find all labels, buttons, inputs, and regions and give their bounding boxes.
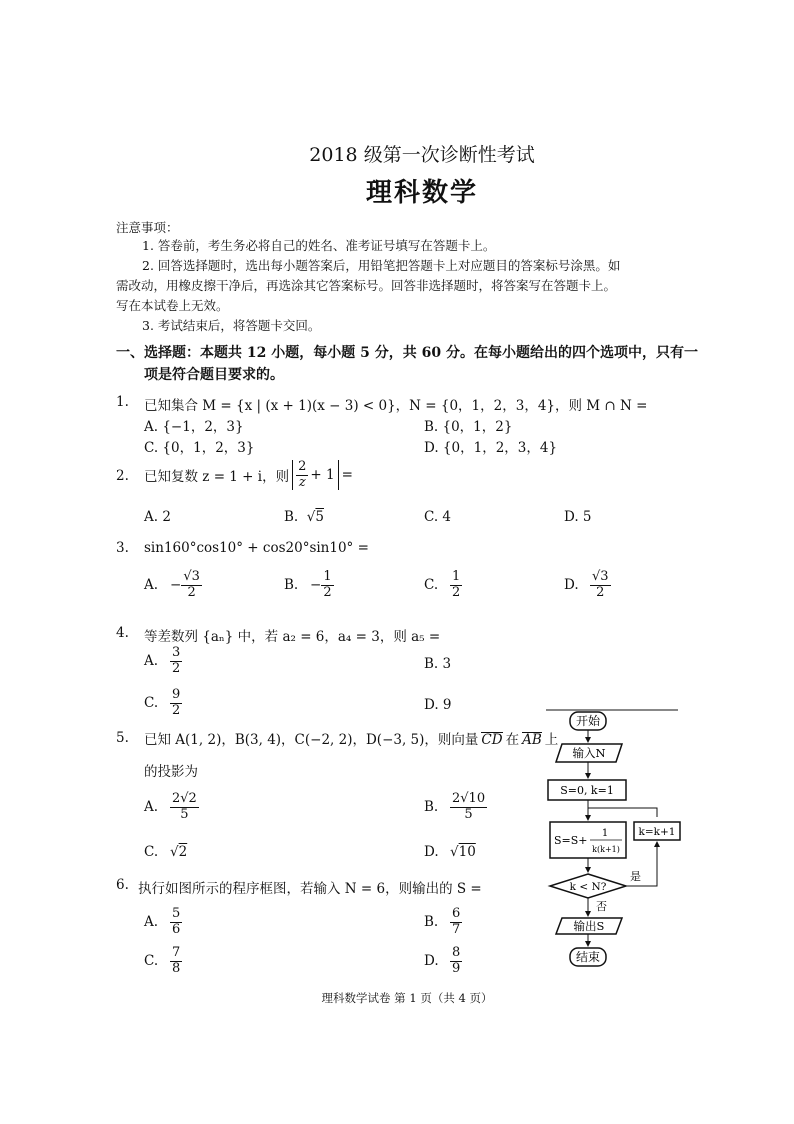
q5-stem-line-2: 的投影为: [144, 764, 198, 780]
q3-option-b: [284, 570, 334, 601]
q5-option-b-numerator: 2√10: [452, 791, 486, 806]
q3-option-b-numerator: 1: [323, 569, 332, 584]
q3-option-b-denominator: 2: [323, 584, 332, 600]
q4-option-d: D. 9: [424, 697, 452, 713]
q6-option-d-denominator: 9: [452, 960, 461, 976]
q4-number: 4.: [116, 625, 129, 641]
q5-vector-cd: CD: [481, 732, 503, 749]
q5-stem-end: 上: [544, 732, 559, 748]
flowchart-start-text: 开始: [575, 714, 601, 728]
q4-option-a-fraction: [170, 646, 182, 677]
page-footer: 理科数学试卷 第 1 页（共 4 页）: [321, 991, 493, 1005]
notice-item-2-line-2: 需改动，用橡皮擦干净后，再选涂其它答案标号。回答非选择题时，将答案写在答题卡上。: [116, 278, 617, 293]
q6-option-a-label: A.: [144, 914, 159, 931]
flowchart-increment-text: k=k+1: [638, 826, 676, 838]
flowchart-end-text: 结束: [575, 950, 601, 964]
flowchart-condition-text: k < N?: [569, 881, 607, 893]
flowchart-update-denominator: k(k+1): [592, 845, 620, 854]
q4-option-c-label: C.: [144, 695, 159, 712]
q4-option-a-label: A.: [144, 653, 159, 670]
q6-option-a-numerator: 5: [172, 906, 181, 921]
q2-fraction-denominator: z: [298, 474, 306, 490]
q3-option-d-numerator: √3: [592, 569, 609, 584]
q3-option-c-fraction: [450, 570, 462, 601]
q6-option-a-denominator: 6: [172, 921, 181, 937]
q3-option-c: [424, 570, 462, 601]
q3-number: 3.: [116, 540, 129, 556]
q5-option-d-value: 10: [458, 844, 476, 860]
q3-option-d-denominator: 2: [596, 584, 605, 600]
q4-option-c-fraction: [170, 688, 182, 719]
q5-stem-text: 已知 A(1, 2)，B(3, 4)，C(−2, 2)，D(−3, 5)，则向量: [144, 732, 479, 748]
flowchart-update-text: S=S+: [554, 834, 588, 847]
q3-option-a-fraction: [181, 570, 202, 601]
q4-option-a-numerator: 3: [172, 645, 181, 660]
q2-option-d: D. 5: [564, 509, 592, 525]
q4-stem: 等差数列 {aₙ} 中，若 a₂ = 6，a₄ = 3，则 a₅ =: [144, 629, 441, 645]
subject-title: 理科数学: [365, 178, 478, 208]
q5-option-c-value: 2: [178, 844, 188, 860]
q6-option-d-numerator: 8: [452, 945, 461, 960]
q5-vector-ab: AB: [522, 732, 542, 749]
q6-option-c: [144, 946, 182, 977]
section-heading-line-2: 项是符合题目要求的。: [144, 367, 284, 383]
q6-option-a: [144, 907, 182, 938]
q3-option-a-sign: −: [170, 577, 182, 594]
q6-option-c-numerator: 7: [172, 945, 181, 960]
q2-plus-one: + 1: [310, 467, 335, 483]
q2-option-a: A. 2: [144, 509, 171, 525]
q2-option-b-value: 5: [315, 509, 324, 525]
q2-stem-text: 已知复数 z = 1 + i，则: [144, 469, 290, 485]
q5-option-a-denominator: 5: [180, 806, 189, 822]
q3-option-d-label: D.: [564, 577, 579, 594]
q3-option-b-label: B.: [284, 577, 299, 594]
q3-option-a: [144, 570, 202, 601]
q6-stem: 执行如图所示的程序框图，若输入 N = 6，则输出的 S =: [138, 881, 482, 897]
q6-option-d: [424, 946, 462, 977]
flowchart-no-label: 否: [596, 900, 607, 913]
q5-option-a-numerator: 2√2: [172, 791, 197, 806]
notice-item-1: 1. 答卷前，考生务必将自己的姓名、准考证号填写在答题卡上。: [142, 238, 496, 253]
flowchart-loop-line: [588, 808, 657, 817]
q5-stem-line-1: [144, 728, 558, 748]
flowchart-output-text: 输出S: [573, 919, 605, 933]
exam-title: 2018 级第一次诊断性考试: [309, 144, 535, 166]
q1-stem: 已知集合 M = {x | (x + 1)(x − 3) < 0}，N = {0，1，2，3，4}，则 M ∩ N =: [144, 398, 648, 414]
q3-option-c-denominator: 2: [452, 584, 461, 600]
flowchart-update-numerator: 1: [601, 828, 609, 839]
q5-option-d: D. √10: [424, 844, 476, 860]
q6-option-b-fraction: [450, 907, 462, 938]
q5-option-d-label: D.: [424, 844, 439, 860]
q5-option-c-label: C.: [144, 844, 159, 860]
flowchart: [540, 704, 690, 970]
q3-stem: sin160°cos10° + cos20°sin10° =: [144, 540, 369, 556]
q5-option-c: C. √2: [144, 844, 188, 860]
q4-option-c-denominator: 2: [172, 702, 181, 718]
q4-option-b: B. 3: [424, 656, 452, 672]
notice-item-3: 3. 考试结束后，将答题卡交回。: [142, 318, 321, 333]
notice-item-2-line-3: 写在本试卷上无效。: [116, 298, 229, 313]
q5-option-b-label: B.: [424, 799, 439, 816]
q5-option-a: [144, 792, 199, 823]
q5-option-b-denominator: 5: [464, 806, 473, 822]
q3-option-a-numerator: √3: [183, 569, 200, 584]
q1-option-d: D. {0，1，2，3，4}: [424, 440, 558, 456]
q6-option-c-denominator: 8: [172, 960, 181, 976]
q6-option-c-fraction: [170, 946, 182, 977]
q3-option-a-label: A.: [144, 577, 159, 594]
q4-option-a-denominator: 2: [172, 660, 181, 676]
q2-fraction: [296, 460, 308, 491]
notice-item-2-line-1: 2. 回答选择题时，选出每小题答案后，用铅笔把答题卡上对应题目的答案标号涂黑。如: [142, 258, 621, 273]
q5-option-a-label: A.: [144, 799, 159, 816]
q6-option-a-fraction: [170, 907, 182, 938]
flowchart-init-text: S=0, k=1: [560, 784, 614, 797]
q6-option-b-label: B.: [424, 914, 439, 931]
q5-option-b: [424, 792, 487, 823]
q3-option-c-label: C.: [424, 577, 439, 594]
notice-heading: 注意事项：: [116, 220, 179, 235]
q6-option-c-label: C.: [144, 953, 159, 970]
q1-number: 1.: [116, 394, 129, 410]
q2-number: 2.: [116, 468, 129, 484]
q3-option-d: [564, 570, 611, 601]
q3-option-c-numerator: 1: [452, 569, 461, 584]
flowchart-input-text: 输入N: [572, 746, 606, 760]
q4-option-c: [144, 688, 182, 719]
q6-option-b-numerator: 6: [452, 906, 461, 921]
q2-stem: [144, 458, 353, 492]
q5-stem-mid: 在: [505, 732, 520, 748]
q3-option-d-fraction: [590, 570, 611, 601]
q1-option-c: C. {0，1，2，3}: [144, 440, 255, 456]
q2-abs-value: [292, 460, 338, 491]
q3-option-a-denominator: 2: [187, 584, 196, 600]
q5-number: 5.: [116, 730, 129, 746]
flowchart-yes-label: 是: [630, 870, 641, 883]
q5-option-a-fraction: [170, 792, 199, 823]
q6-option-d-label: D.: [424, 953, 439, 970]
q6-number: 6.: [116, 877, 129, 893]
q4-option-c-numerator: 9: [172, 687, 181, 702]
q2-option-b-label: B.: [284, 509, 299, 525]
q3-option-b-sign: −: [310, 577, 322, 594]
q2-fraction-numerator: 2: [298, 458, 307, 474]
q2-option-c: C. 4: [424, 509, 452, 525]
q2-equals: =: [341, 467, 353, 483]
q1-option-b: B. {0，1，2}: [424, 419, 513, 435]
q1-option-a: A. {−1，2，3}: [144, 419, 244, 435]
q2-option-b: B. √5: [284, 509, 324, 525]
q4-option-a: [144, 646, 182, 677]
q6-option-b-denominator: 7: [452, 921, 461, 937]
q5-option-b-fraction: [450, 792, 487, 823]
section-heading-line-1: 一、选择题：本题共 12 小题，每小题 5 分，共 60 分。在每小题给出的四个选项中，只有一: [116, 345, 698, 361]
q6-option-b: [424, 907, 462, 938]
q6-option-d-fraction: [450, 946, 462, 977]
q3-option-b-fraction: [321, 570, 333, 601]
